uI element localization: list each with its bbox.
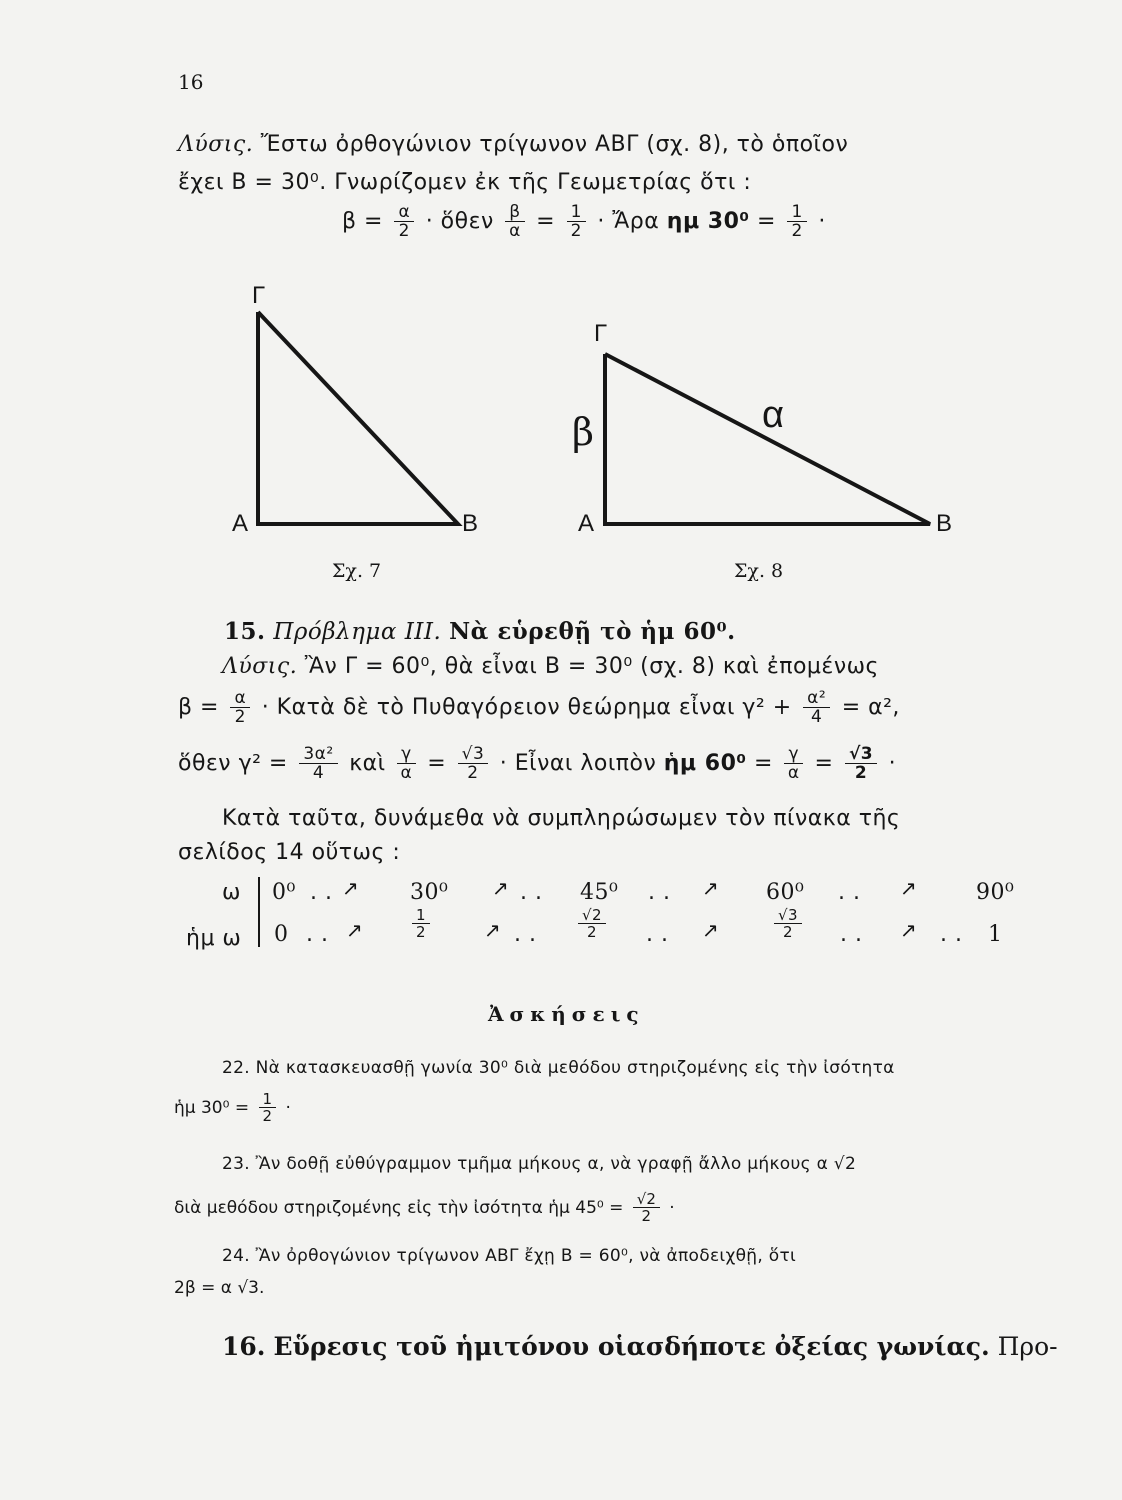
exercise-24-line2: 2β = α √3. [174,1278,265,1298]
eq-equals: = [536,209,556,234]
fig7-vertex-b: Β [462,510,479,537]
p15-frac-4: 4 [811,707,823,727]
eq-beta: β = [342,209,383,234]
exercise-24-line1: 24. Ἂν ὀρθογώνιον τρίγωνον ΑΒΓ ἔχῃ Β = 60⁰, νὰ ἀποδειχθῇ, ὅτι [222,1246,797,1266]
table-frac-1: 1 [412,908,430,924]
table-frac-sqrt2: √2 [578,908,606,924]
solution1-text1: Ἔστω ὀρθογώνιον τρίγωνον ΑΒΓ (σχ. 8), τὸ ὁποῖον [260,132,849,157]
eq-end: · [818,209,826,234]
p15-frac-alpha: α [400,763,413,783]
p15-hm60: ἡμ 60⁰ [663,751,747,776]
problem15-heading [224,618,736,645]
table-sin-60 [770,908,806,940]
table-angle-60: 60⁰ [766,880,805,905]
p15-gamma2: γ² + [742,695,792,720]
ex22-frac-1: 1 [259,1092,277,1108]
figure8-triangle [605,354,930,524]
p15-frac-3a2: 3α² [299,746,337,764]
p15-end: · [888,751,897,776]
problem15-title-italic: Πρόβλημα ΙΙΙ. [273,619,442,645]
table-dots-8: . . [840,922,863,947]
arrow-icon: ↗ [346,918,363,942]
p15-frac-2b: 2 [467,763,479,783]
p15-frac-4b: 4 [312,763,325,783]
frac-den-a: α [509,221,521,241]
table-frac-2c: 2 [783,923,794,941]
table-frac-2b: 2 [587,923,598,941]
frac-den-2: 2 [398,221,410,241]
problem15-line1-text: Ἂν Γ = 60⁰, θὰ εἶναι Β = 30⁰ (σχ. 8) καὶ ἐπομένως [304,654,879,679]
p15-frac-alpha2: α [787,763,800,783]
fig7-caption: Σχ. 7 [332,560,382,582]
exercise-22-eq [174,1092,291,1124]
arrow-icon: ↗ [342,876,359,900]
eq-equals2: = [757,209,776,234]
table-frac-sqrt3: √3 [774,908,802,924]
fig8-vertex-g: Γ [594,320,608,347]
fig8-vertex-b: Β [936,510,953,537]
ex23-frac-2: 2 [641,1207,652,1225]
p15-einai: · Εἶναι λοιπὸν [499,751,657,776]
table-dots-9: . . [940,922,963,947]
solution1-label: Λύσις. [178,132,254,157]
p15-frac-gamma2: γ [784,746,803,764]
arrow-icon: ↗ [900,876,917,900]
p15-frac-gamma: γ [397,746,416,764]
ex22-frac-2: 2 [262,1107,273,1125]
p15-frac-2c: 2 [854,763,868,783]
problem15-line2 [178,690,900,726]
frac-den-2c: 2 [791,221,803,241]
table-dots-4: . . [838,880,861,905]
solution1-line2: ἔχει Β = 30⁰. Γνωρίζομεν ἐκ τῆς Γεωμετρίας ὅτι : [178,170,752,195]
section16-tail: Προ- [997,1332,1058,1361]
table-divider [258,877,260,947]
ex22-end: · [285,1098,291,1118]
exercise-23-line2 [174,1192,675,1224]
arrow-icon: ↗ [702,876,719,900]
p15-eq3: = [814,751,834,776]
table-sin-label: ἡμ ω [186,926,242,951]
table-omega-label: ω [222,880,241,905]
p15-hothen: ὅθεν γ² = [178,751,288,776]
table-dots-7: . . [646,922,669,947]
p15-kai: καὶ [349,751,386,776]
table-dots-1: . . [310,880,333,905]
frac-num-a: α [394,204,414,222]
p15-frac-sqrt3b: √3 [845,746,877,764]
eq-ara: · Ἄρα [597,209,660,234]
frac-num-b: β [505,204,524,222]
figures-svg [0,0,1122,600]
eq-hm30: ημ 30⁰ [666,209,750,234]
fig8-caption: Σχ. 8 [734,560,784,582]
table-angle-0: 0⁰ [272,880,296,905]
table-angle-30: 30⁰ [410,880,449,905]
exercise-23-line1: 23. Ἂν δοθῇ εὐθύγραμμον τμῆμα μήκους α, νὰ γραφῇ ἄλλο μήκους α √2 [222,1154,857,1174]
p15-eq1: = [427,751,447,776]
frac-num-1: 1 [567,204,586,222]
p15-beta-eq: β = [178,695,219,720]
table-sin-0: 0 [274,922,289,947]
table-angle-90: 90⁰ [976,880,1015,905]
problem15-line5: σελίδος 14 οὕτως : [178,840,401,865]
fig8-side-b: β [572,410,594,454]
page-number: 16 [178,70,204,94]
table-dots-6: . . [514,922,537,947]
section16-heading [222,1332,1058,1361]
exercises-heading: Ἀσκήσεις [488,1002,645,1026]
table-dots-2: . . [520,880,543,905]
exercise-22: 22. Νὰ κατασκευασθῇ γωνία 30⁰ διὰ μεθόδου στηριζομένης εἰς τὴν ἰσότητα [222,1058,895,1078]
arrow-icon: ↗ [900,918,917,942]
table-dots-5: . . [306,922,329,947]
p15-frac-a: α [230,690,250,708]
fig8-side-a: α [762,394,784,436]
ex23-eq-text: διὰ μεθόδου στηριζομένης εἰς τὴν ἰσότητα ἡμ 45⁰ = [174,1198,624,1218]
eq-hothen: · ὅθεν [425,209,494,234]
p15-frac-sqrt3: √3 [458,746,489,764]
arrow-icon: ↗ [484,918,501,942]
p15-pythagorean-text: · Κατὰ δὲ τὸ Πυθαγόρειον θεώρημα εἶναι [261,695,735,720]
frac-den-2b: 2 [570,221,582,241]
fig7-vertex-g: Γ [252,282,266,309]
problem15-solution-label: Λύσις. [222,654,298,679]
problem15-line3 [178,746,896,782]
frac-num-1b: 1 [787,204,806,222]
table-angle-45: 45⁰ [580,880,619,905]
table-sin-45 [574,908,610,940]
p15-frac-2: 2 [234,707,246,727]
section16-title: Εὕρεσις τοῦ ἡμιτόνου οἱασδήποτε ὀξείας γωνίας. [273,1332,990,1361]
problem15-title-bold: Νὰ εὑρεθῇ τὸ ἡμ 60⁰. [449,618,736,645]
ex22-eq-text: ἡμ 30⁰ = [174,1098,250,1118]
p15-frac-a2: α² [803,690,830,708]
problem15-line1 [222,654,879,679]
problem15-number: 15. [224,618,266,645]
ex23-end: · [669,1198,675,1218]
arrow-icon: ↗ [492,876,509,900]
table-sin-90: 1 [988,922,1003,947]
p15-eq2: = [754,751,773,776]
table-dots-3: . . [648,880,671,905]
arrow-icon: ↗ [702,918,719,942]
section16-number: 16. [222,1332,266,1361]
problem15-line4: Κατὰ ταῦτα, δυνάμεθα νὰ συμπληρώσωμεν τὸν πίνακα τῆς [222,806,901,831]
fig7-vertex-a: Α [232,510,249,537]
fig8-vertex-a: Α [578,510,595,537]
table-frac-2: 2 [416,923,427,941]
p15-eq-a2: = α², [841,695,900,720]
ex23-frac-sqrt2: √2 [633,1192,660,1208]
figure7-triangle [258,312,458,524]
table-sin-30 [408,908,434,940]
